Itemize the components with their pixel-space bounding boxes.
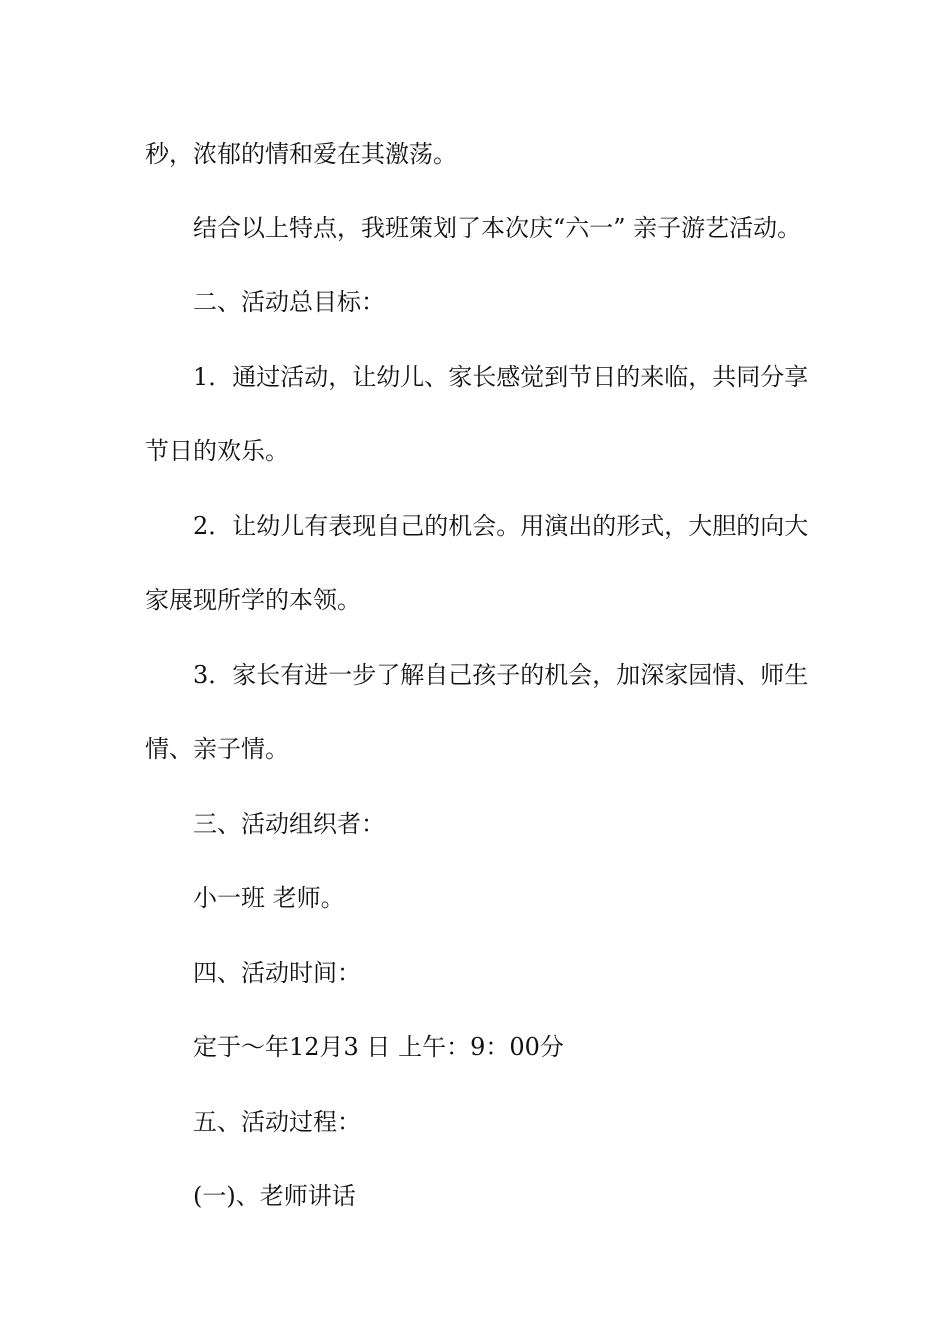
section-heading-process: 五、活动过程： (193, 1108, 361, 1136)
goal-2-line-1: 2．让幼儿有表现自己的机会。用演出的形式，大胆的向大 (193, 512, 809, 540)
organizer-text: 小一班 老师。 (193, 884, 345, 912)
goal-3-line-2: 情、亲子情。 (145, 735, 289, 763)
goal-2-line-2: 家展现所学的本领。 (145, 586, 361, 614)
goal-1-line-1: 1．通过活动，让幼儿、家长感觉到节日的来临，共同分享 (193, 363, 809, 391)
paragraph-continuation: 秒，浓郁的情和爱在其激荡。 (145, 140, 457, 168)
time-text: 定于～年12月3 日 上午：9：00分 (193, 1033, 564, 1061)
section-heading-organizer: 三、活动组织者： (193, 810, 385, 838)
paragraph-intro: 结合以上特点，我班策划了本次庆“六一” 亲子游艺活动。 (193, 214, 802, 242)
goal-3-line-1: 3．家长有进一步了解自己孩子的机会，加深家园情、师生 (193, 661, 809, 689)
goal-1-line-2: 节日的欢乐。 (145, 437, 289, 465)
process-step-1: (一)、老师讲话 (193, 1182, 356, 1210)
section-heading-goals: 二、活动总目标： (193, 288, 385, 316)
section-heading-time: 四、活动时间： (193, 959, 361, 987)
